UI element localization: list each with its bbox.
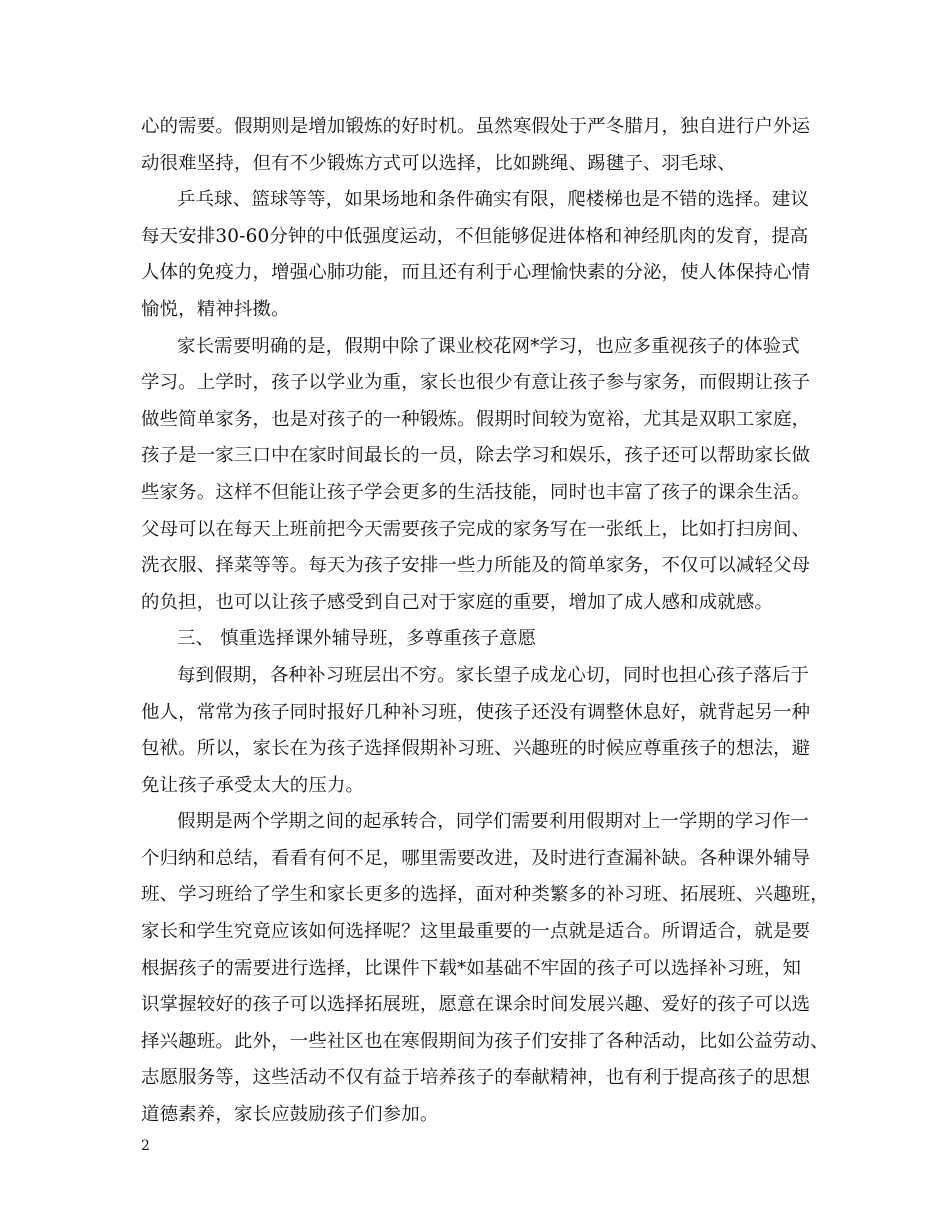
text-line: 洗衣服、择菜等等。每天为孩子安排一些力所能及的简单家务，不仅可以减轻父母 xyxy=(141,555,811,577)
text-line: 人体的免疫力，增强心肺功能，而且还有利于心理愉快素的分泌，使人体保持心情 xyxy=(141,262,811,284)
text-line: 个归纳和总结，看看有何不足，哪里需要改进，及时进行查漏补缺。各种课外辅导 xyxy=(141,847,811,869)
text-line: 做些简单家务，也是对孩子的一种锻炼。假期时间较为宽裕，尤其是双职工家庭， xyxy=(141,408,811,430)
text-line: 父母可以在每天上班前把今天需要孩子完成的家务写在一张纸上，比如打扫房间、 xyxy=(141,518,811,540)
body-text xyxy=(141,109,829,1134)
text-line: 动很难坚持，但有不少锻炼方式可以选择，比如跳绳、踢毽子、羽毛球、 xyxy=(141,152,736,174)
text-line: 三、 慎重选择课外辅导班，多尊重孩子意愿 xyxy=(177,628,537,650)
text-line: 的负担，也可以让孩子感受到自己对于家庭的重要，增加了成人感和成就感。 xyxy=(141,591,774,613)
page-number: 2 xyxy=(141,1138,150,1154)
text-line: 识掌握较好的孩子可以选择拓展班，愿意在课余时间发展兴趣、爱好的孩子可以选 xyxy=(141,994,811,1016)
text-line: 乒乓球、篮球等等，如果场地和条件确实有限，爬楼梯也是不错的选择。建议 xyxy=(177,189,810,211)
text-line: 班、学习班给了学生和家长更多的选择，面对种类繁多的补习班、拓展班、兴趣班， xyxy=(141,884,829,906)
text-line: 根据孩子的需要进行选择，比课件下载*如基础不牢固的孩子可以选择补习班，知 xyxy=(141,957,802,979)
text-line: 心的需要。假期则是增加锻炼的好时机。虽然寒假处于严冬腊月，独自进行户外运 xyxy=(141,116,811,137)
text-line: 择兴趣班。此外，一些社区也在寒假期间为孩子们安排了各种活动，比如公益劳动、 xyxy=(141,1030,829,1052)
text-line: 道德素养，家长应鼓励孩子们参加。 xyxy=(141,1104,439,1126)
text-line: 假期是两个学期之间的起承转合，同学们需要利用假期对上一学期的学习作一 xyxy=(177,811,810,833)
text-line: 他人，常常为孩子同时报好几种补习班，使孩子还没有调整休息好，就背起另一种 xyxy=(141,701,811,723)
text-line: 孩子是一家三口中在家时间最长的一员，除去学习和娱乐，孩子还可以帮助家长做 xyxy=(141,445,811,467)
text-line: 免让孩子承受太大的压力。 xyxy=(141,774,365,796)
text-line: 包袱。所以，家长在为孩子选择假期补习班、兴趣班的时候应尊重孩子的想法，避 xyxy=(141,738,811,760)
text-line: 每天安排30-60分钟的中低强度运动，不但能够促进体格和神经肌肉的发育，提高 xyxy=(141,225,809,247)
text-line: 家长需要明确的是，假期中除了课业校花网*学习，也应多重视孩子的体验式 xyxy=(177,335,800,357)
text-line: 家长和学生究竟应该如何选择呢？这里最重要的一点就是适合。所谓适合，就是要 xyxy=(141,921,811,943)
text-line: 愉悦，精神抖擞。 xyxy=(141,298,290,320)
text-line: 些家务。这样不但能让孩子学会更多的生活技能，同时也丰富了孩子的课余生活。 xyxy=(141,481,811,503)
text-line: 学习。上学时，孩子以学业为重，家长也很少有意让孩子参与家务，而假期让孩子 xyxy=(141,372,811,394)
text-line: 志愿服务等，这些活动不仅有益于培养孩子的奉献精神，也有利于提高孩子的思想 xyxy=(141,1067,811,1089)
text-line: 每到假期，各种补习班层出不穷。家长望子成龙心切，同时也担心孩子落后于 xyxy=(177,664,810,686)
